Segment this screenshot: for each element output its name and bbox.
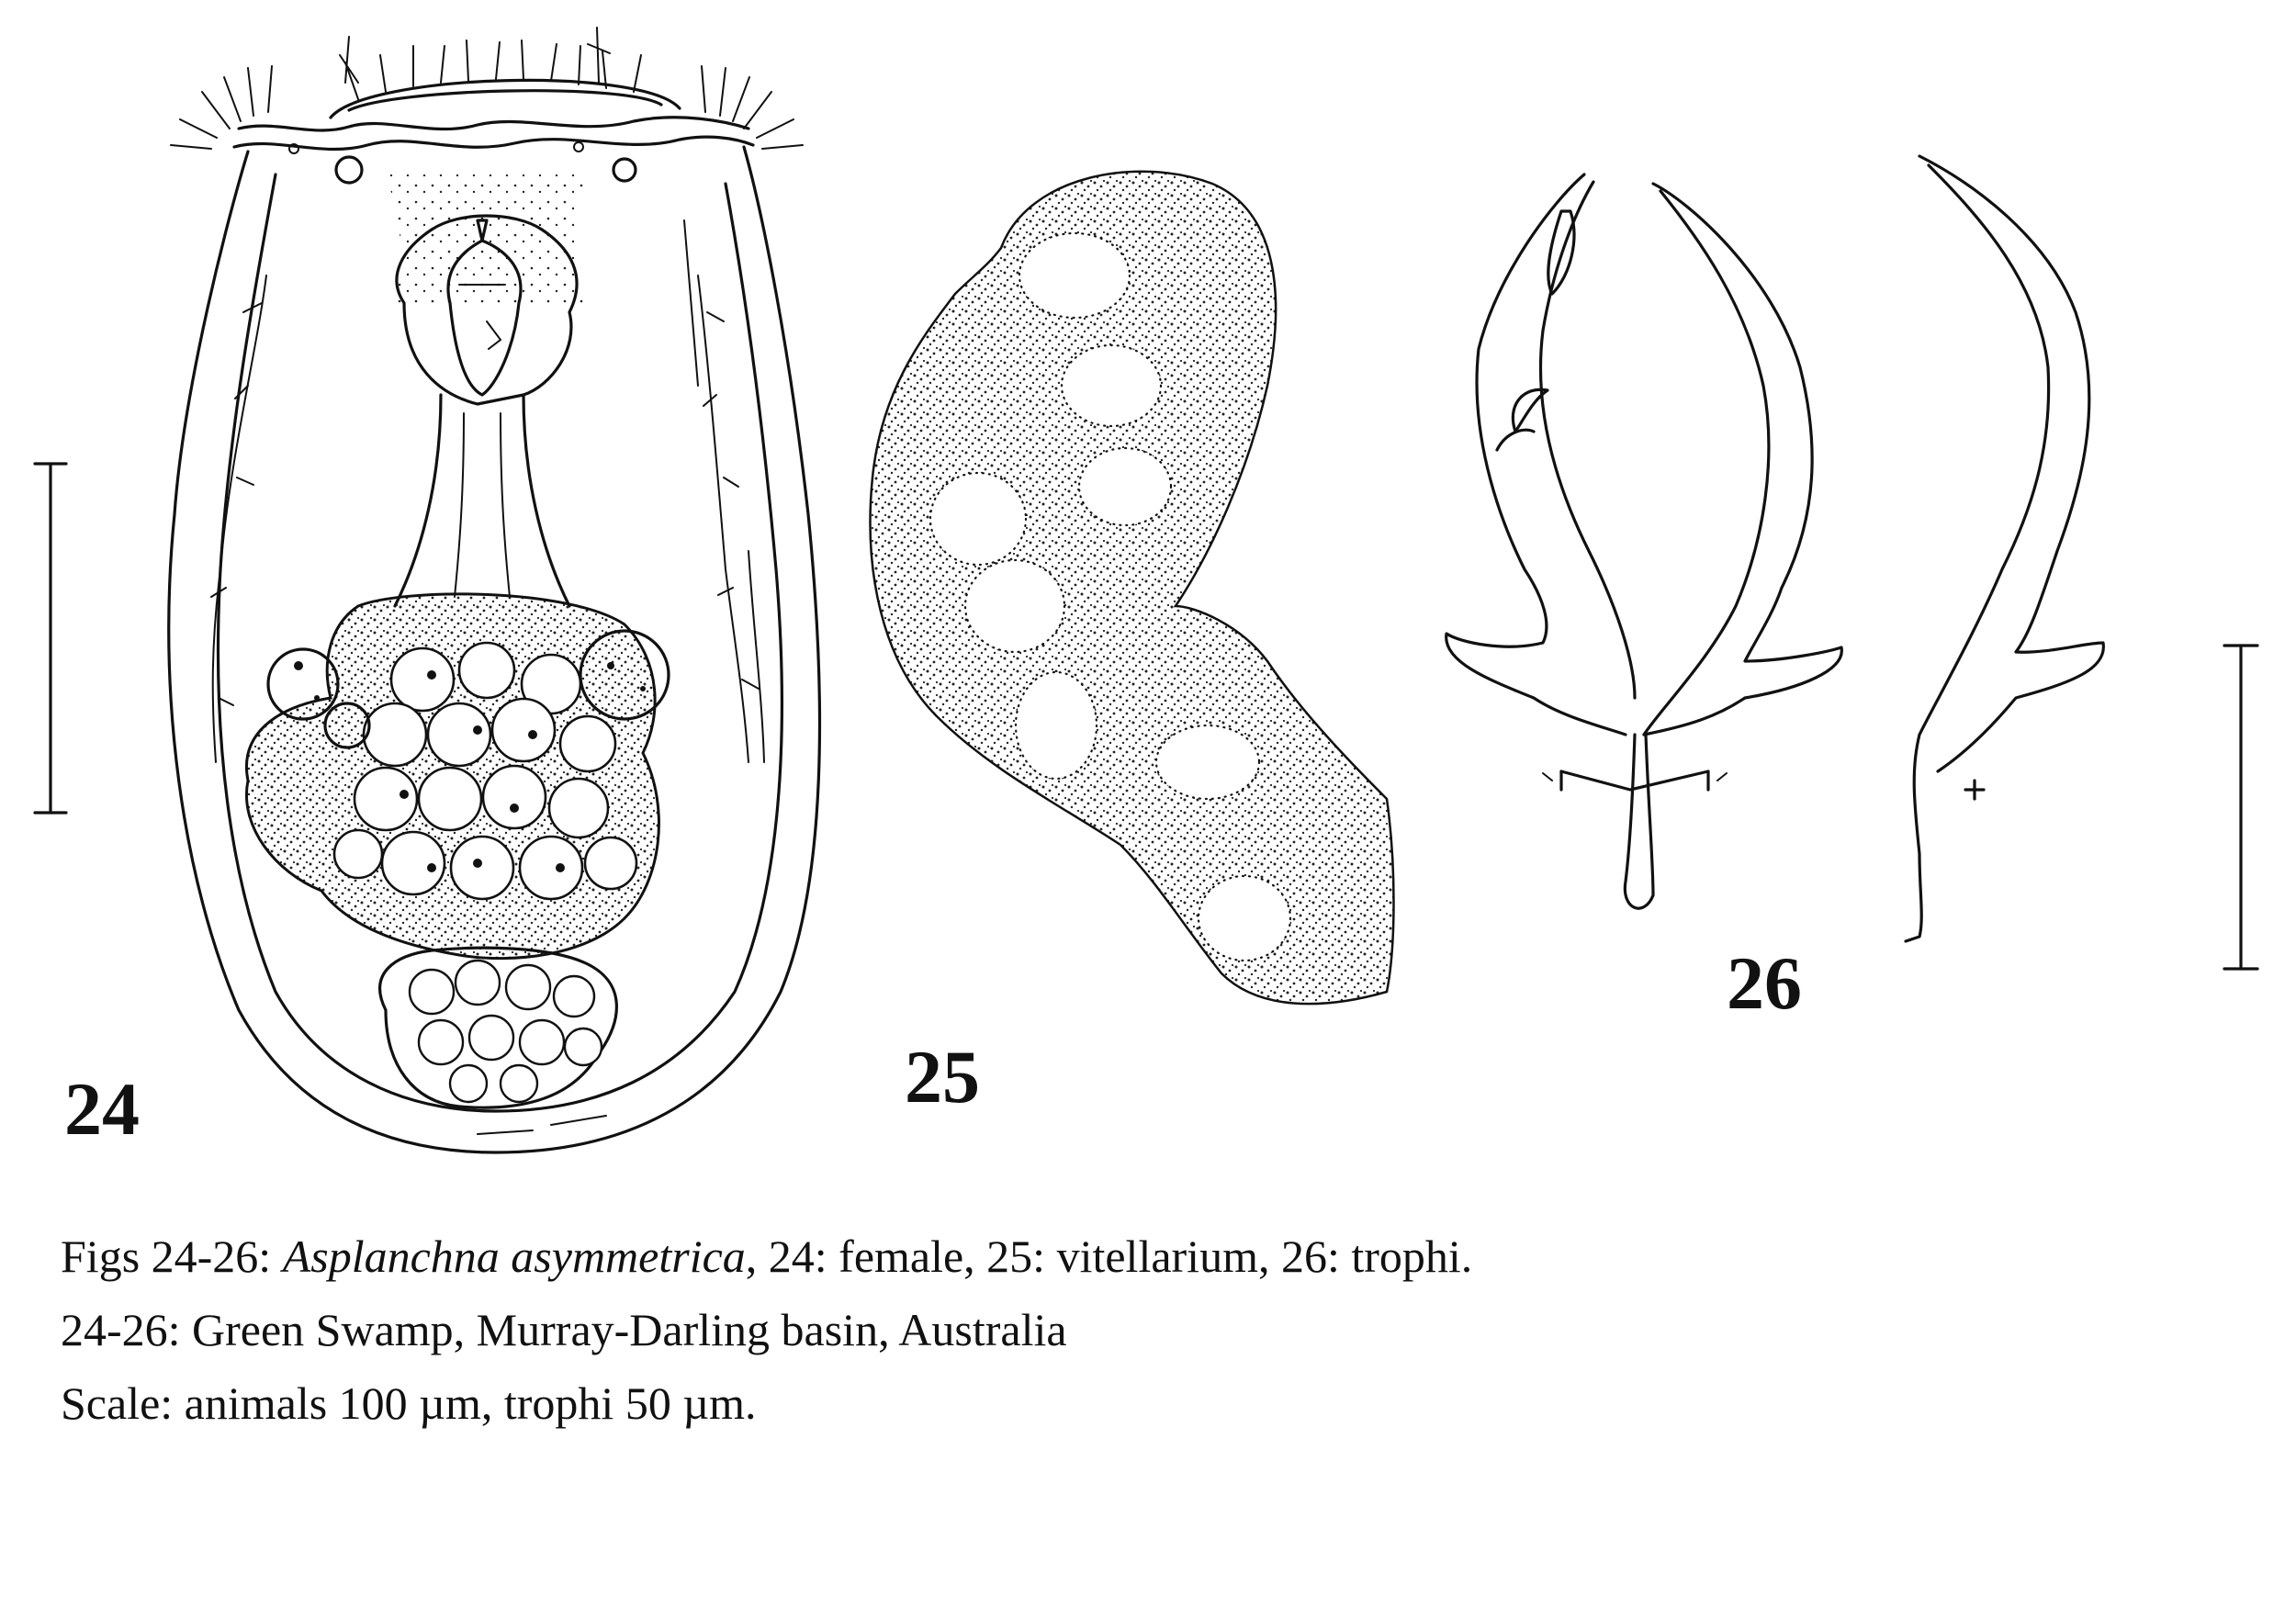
figure-caption	[61, 1219, 2173, 1440]
figure-number-24: 24	[64, 1067, 140, 1151]
vitellarium-drawing	[871, 172, 1394, 1004]
caption-line-1: Figs 24-26: Asplanchna asymmetrica, 24: female, 25: vitellarium, 26: trophi.	[61, 1231, 1473, 1282]
caption-line-2: 24-26: Green Swamp, Murray-Darling basin, Australia	[61, 1304, 1067, 1355]
figure-number-26: 26	[1727, 941, 1802, 1025]
trophi-drawing	[1446, 156, 2104, 941]
caption-line-3: Scale: animals 100 µm, trophi 50 µm.	[61, 1377, 757, 1429]
figure-number-25: 25	[905, 1035, 980, 1118]
species-name: Asplanchna asymmetrica	[282, 1231, 746, 1282]
female-drawing	[169, 28, 820, 1152]
